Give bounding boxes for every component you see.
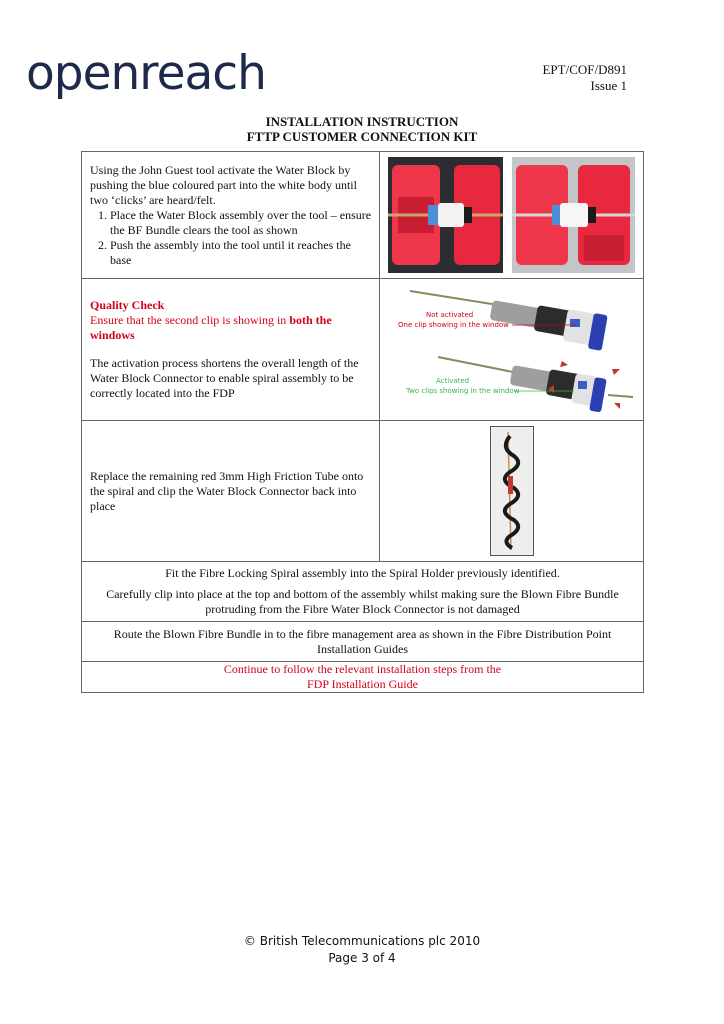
list-item: 2. Push the assembly into the tool until it reaches the base — [110, 238, 371, 268]
copyright-text: © British Telecommunications plc 2010 — [243, 934, 481, 948]
spiral-holder-line-2: Carefully clip into place at the top and bottom of the assembly whilst making sure the Blown Fibre Bundle protruding from the Fibre Water Block Connector is not damaged — [106, 587, 619, 616]
fibre-locking-spiral-photo — [490, 426, 534, 556]
title-line-1: INSTALLATION INSTRUCTION — [265, 114, 459, 129]
table-row — [82, 562, 644, 622]
quality-check-cell — [82, 279, 380, 421]
john-guest-tool-photos — [384, 157, 639, 273]
step-image-cell — [380, 421, 644, 562]
step-text-cell — [82, 421, 380, 562]
quality-check-heading: Quality Check — [90, 298, 165, 312]
title-line-2: FTTP CUSTOMER CONNECTION KIT — [246, 129, 478, 144]
table-row — [82, 152, 644, 279]
spiral-photo-wrap — [384, 426, 639, 556]
quality-check-text-prefix: Ensure that the second clip is showing in — [90, 313, 290, 327]
table-row — [82, 421, 644, 562]
continue-line-2: FDP Installation Guide — [307, 677, 418, 691]
table-row — [82, 279, 644, 421]
quality-check-text — [90, 313, 371, 343]
step-image-cell — [380, 152, 644, 279]
not-activated-sublabel: One clip showing in the window — [398, 320, 510, 329]
spiral-holder-line-1: Fit the Fibre Locking Spiral assembly into the Spiral Holder previously identified. — [165, 566, 560, 580]
route-bundle-cell — [82, 622, 644, 662]
step-image-cell — [380, 279, 644, 421]
step-list — [90, 208, 371, 268]
document-title — [0, 114, 724, 144]
list-item: 1. Place the Water Block assembly over the tool – ensure the BF Bundle clears the tool as shown — [110, 208, 371, 238]
water-block-tool-photo — [388, 157, 635, 273]
spiral-holder-cell — [82, 562, 644, 622]
quality-check-text-bold: both the windows — [90, 313, 332, 342]
activated-label: Activated — [436, 376, 470, 385]
route-bundle-text: Route the Blown Fibre Bundle in to the fibre management area as shown in the Fibre Distribution Point Installation Guides — [113, 626, 612, 656]
step-text-cell — [82, 152, 380, 279]
instruction-table — [81, 151, 644, 693]
doc-ref-number: EPT/COF/D891 — [542, 62, 627, 77]
table-row — [82, 622, 644, 662]
activation-note: The activation process shortens the overall length of the Water Block Connector to enable spiral assembly to be correctly located into the FDP — [90, 356, 359, 400]
step-intro-text: Using the John Guest tool activate the Water Block by pushing the blue coloured part into the white body until two ‘clicks’ are heard/felt. — [90, 162, 357, 207]
page-footer — [0, 933, 724, 967]
continue-cell — [82, 662, 644, 693]
openreach-logo: openreach — [26, 46, 266, 101]
activation-diagram — [384, 285, 639, 415]
replace-tube-text: Replace the remaining red 3mm High Friction Tube onto the spiral and clip the Water Block Connector back into place — [90, 468, 364, 513]
activated-sublabel: Two clips showing in the window — [406, 386, 520, 395]
table-row — [82, 662, 644, 693]
document-reference — [542, 62, 627, 94]
issue-number: Issue 1 — [590, 78, 627, 93]
page-number: Page 3 of 4 — [328, 951, 396, 965]
activation-comparison-diagram — [388, 285, 635, 415]
continue-line-1: Continue to follow the relevant installation steps from the — [223, 662, 502, 676]
not-activated-label: Not activated — [426, 310, 474, 319]
